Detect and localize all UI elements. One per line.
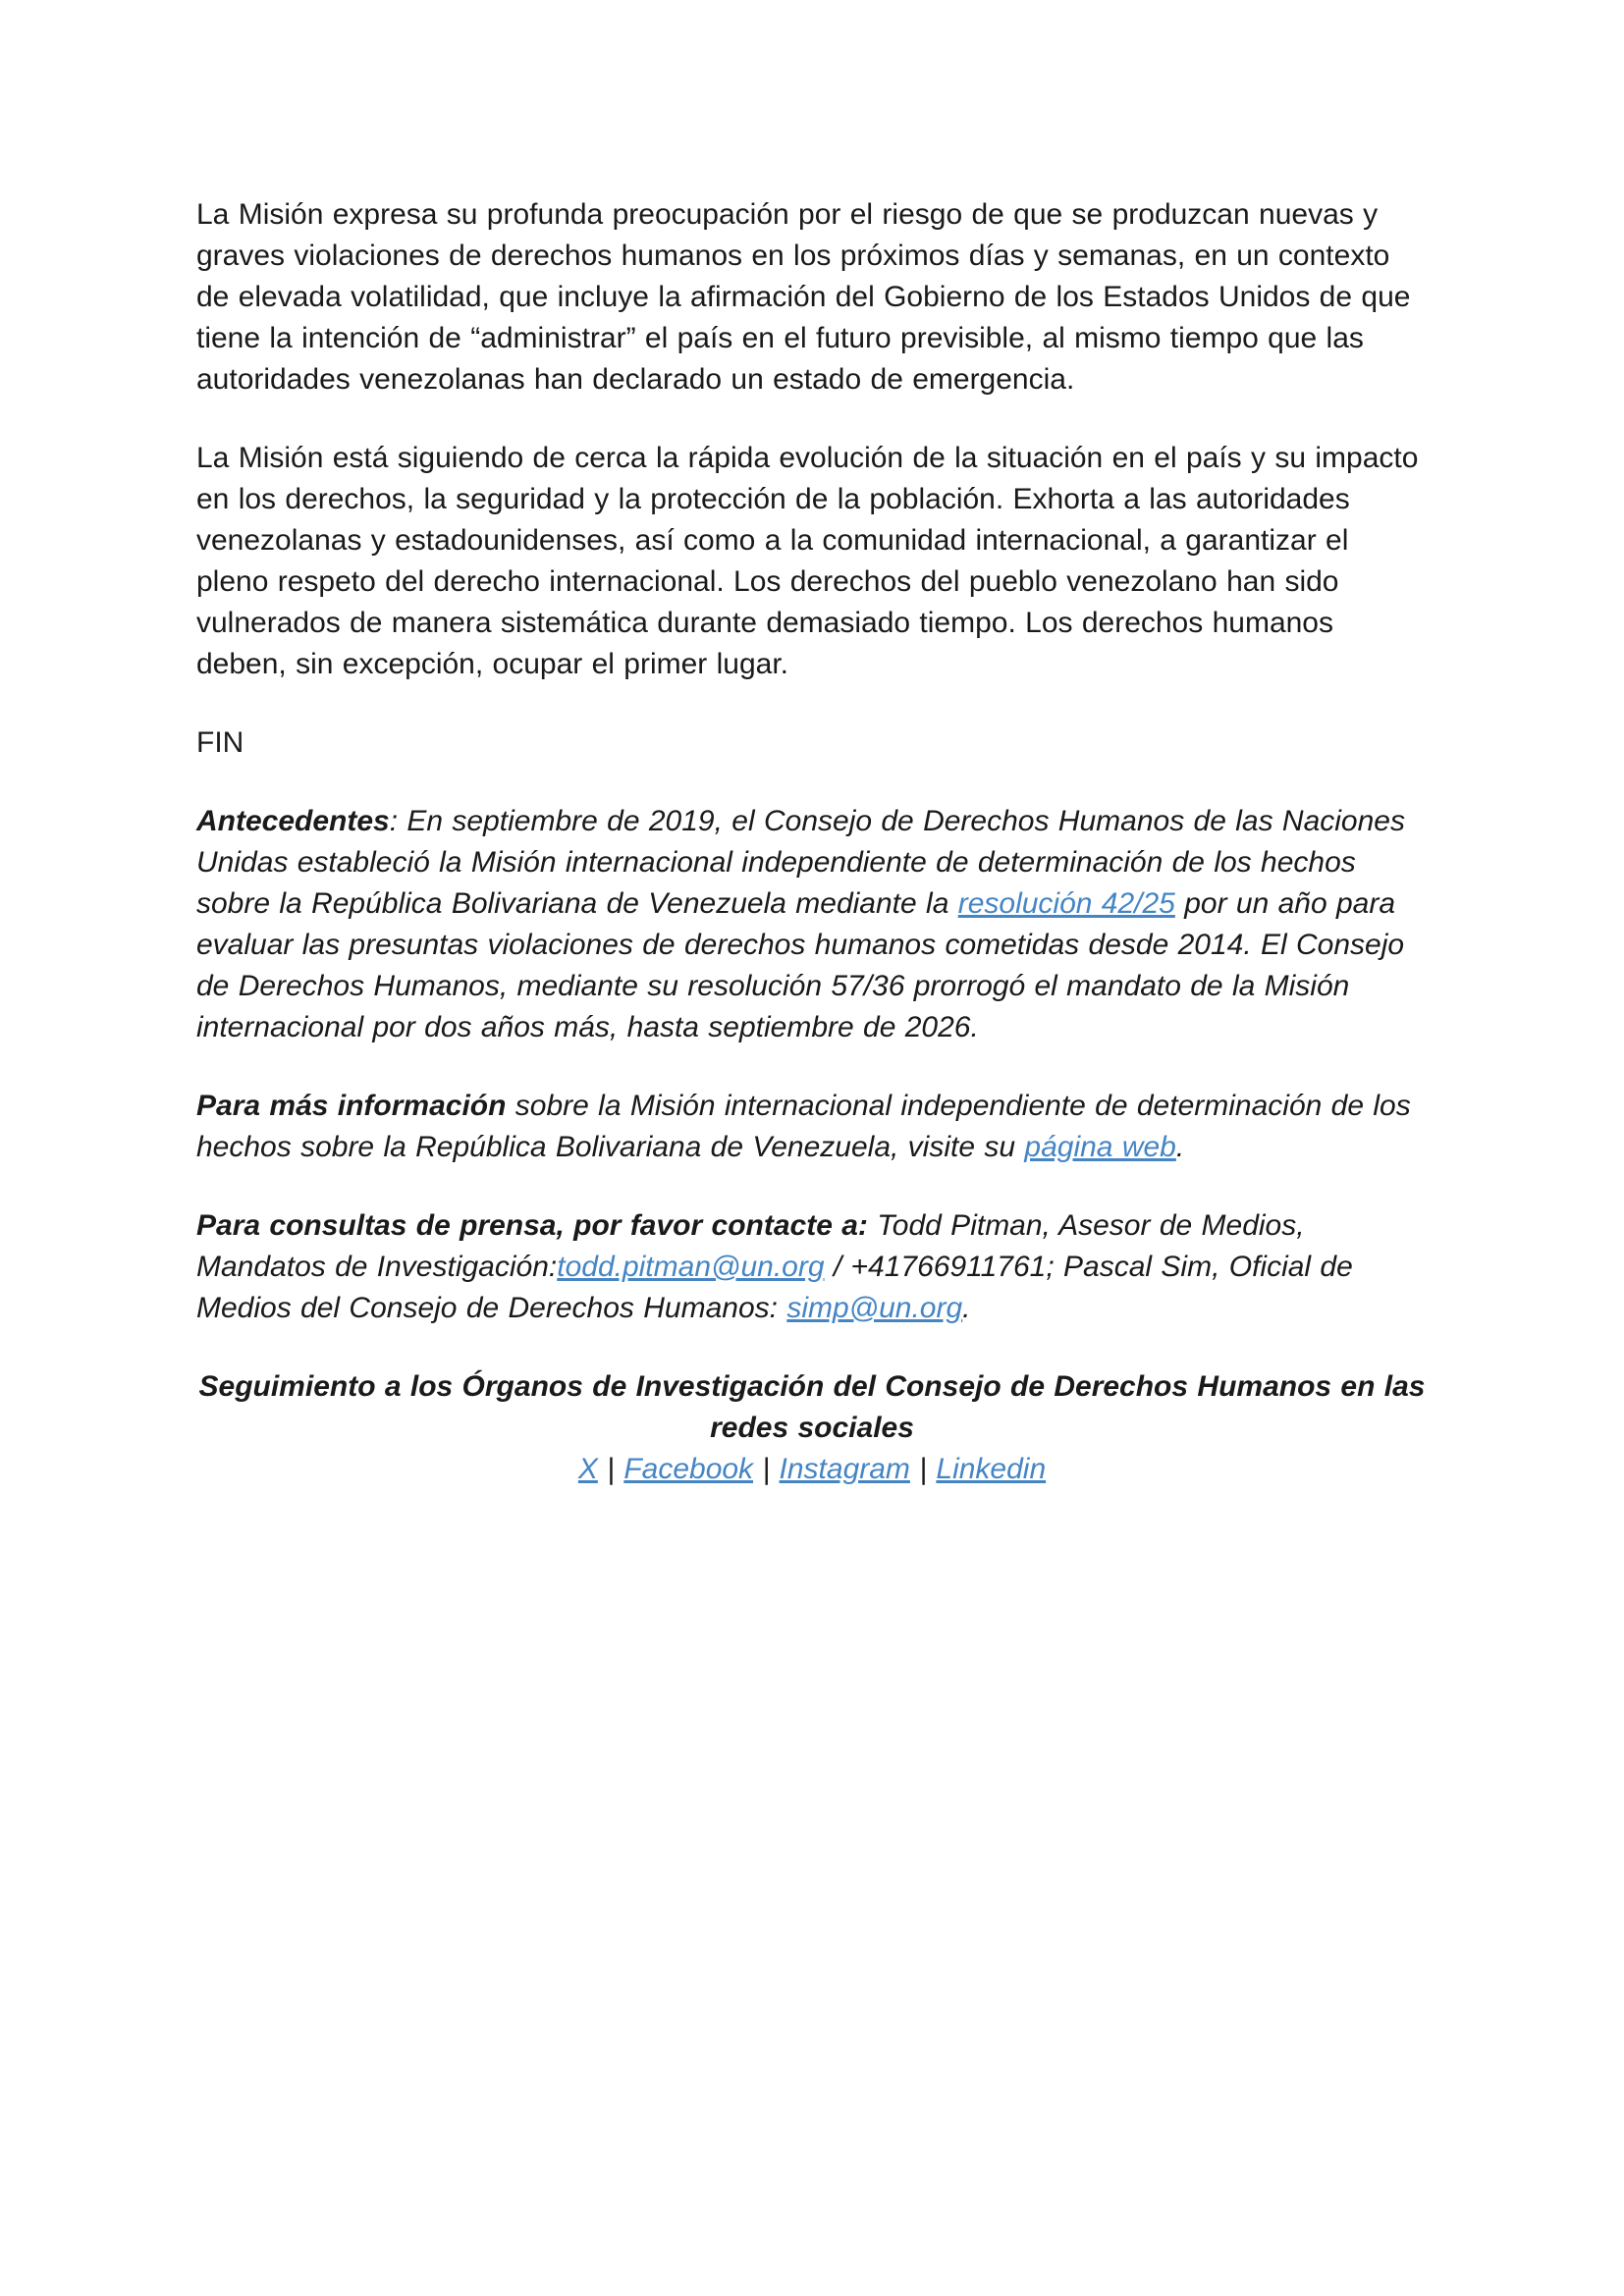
para-intro-2-text-0: La Misión está siguiendo de cerca la rápida evolución de la situación en el país y su impacto en los derechos, la seguridad y la protección de la población. Exhorta a las autoridades venezolanas y estadounidenses, así como a la comunidad internacional, a garantizar el pleno respeto del derecho internacional. Los derechos del pueblo venezolano han sido vulnerados de manera sistemática durante demasiado tiempo. Los derechos humanos deben, sin excepción, ocupar el primer lugar. — [196, 442, 1419, 680]
para-consultas-prensa-text-3: / +41766911761; Pascal Sim, Oficial de Medios del Consejo de Derechos Humanos: — [196, 1251, 1353, 1324]
para-antecedentes-text-3: por un año para evaluar las presuntas violaciones de derechos humanos cometidas desde 2014. El Consejo de Derechos Humanos, mediante su resolución 57/36 prorrogó el mandato de la Misión internacional por dos años más, hasta septiembre de 2026. — [196, 887, 1405, 1043]
para-intro-2 — [196, 438, 1428, 685]
para-social-links-text-3: | — [753, 1453, 780, 1485]
para-social-links-text-1: | — [597, 1453, 624, 1485]
para-social-links — [196, 1449, 1428, 1490]
para-mas-informacion-text-1: sobre la Misión internacional independiente de determinación de los hechos sobre la República Bolivariana de Venezuela, visite su — [196, 1090, 1411, 1163]
para-fin — [196, 722, 1428, 764]
link-email-simp[interactable]: simp@un.org — [786, 1292, 963, 1324]
para-antecedentes-text-1: : En septiembre de 2019, el Consejo de Derechos Humanos de las Naciones Unidas estableció la Misión internacional independiente de determinación de los hechos sobre la República Bolivariana de Venezuela mediante la — [196, 805, 1405, 920]
para-consultas-prensa — [196, 1205, 1428, 1329]
para-antecedentes — [196, 801, 1428, 1048]
link-linkedin[interactable]: Linkedin — [936, 1453, 1047, 1485]
link-facebook[interactable]: Facebook — [623, 1453, 754, 1485]
para-consultas-prensa-text-0: Para consultas de prensa, por favor contacte a: — [196, 1209, 868, 1242]
para-social-links-text-5: | — [909, 1453, 937, 1485]
link-email-todd-pitman[interactable]: todd.pitman@un.org — [557, 1251, 825, 1283]
link-resolucion-42-25[interactable]: resolución 42/25 — [957, 887, 1175, 920]
para-antecedentes-text-0: Antecedentes — [196, 805, 390, 837]
para-fin-text-0: FIN — [196, 726, 244, 759]
para-seguimiento-heading — [196, 1366, 1428, 1449]
para-intro-1 — [196, 194, 1428, 400]
para-seguimiento-heading-text-0: Seguimiento a los Órganos de Investigación del Consejo de Derechos Humanos en las redes sociales — [198, 1370, 1426, 1444]
link-x[interactable]: X — [577, 1453, 598, 1485]
para-mas-informacion-text-3: . — [1175, 1131, 1185, 1163]
document-body — [196, 194, 1428, 1490]
para-mas-informacion-text-0: Para más información — [196, 1090, 507, 1122]
para-consultas-prensa-text-5: . — [962, 1292, 971, 1324]
link-instagram[interactable]: Instagram — [779, 1453, 910, 1485]
para-mas-informacion — [196, 1086, 1428, 1168]
para-intro-1-text-0: La Misión expresa su profunda preocupación por el riesgo de que se produzcan nuevas y graves violaciones de derechos humanos en los próximos días y semanas, en un contexto de elevada volatilidad, que incluye la afirmación del Gobierno de los Estados Unidos de que tiene la intención de “administrar” el país en el futuro previsible, al mismo tiempo que las autoridades venezolanas han declarado un estado de emergencia. — [196, 198, 1411, 396]
para-consultas-prensa-text-1: Todd Pitman, Asesor de Medios, Mandatos de Investigación: — [196, 1209, 1305, 1283]
link-pagina-web[interactable]: página web — [1024, 1131, 1176, 1163]
